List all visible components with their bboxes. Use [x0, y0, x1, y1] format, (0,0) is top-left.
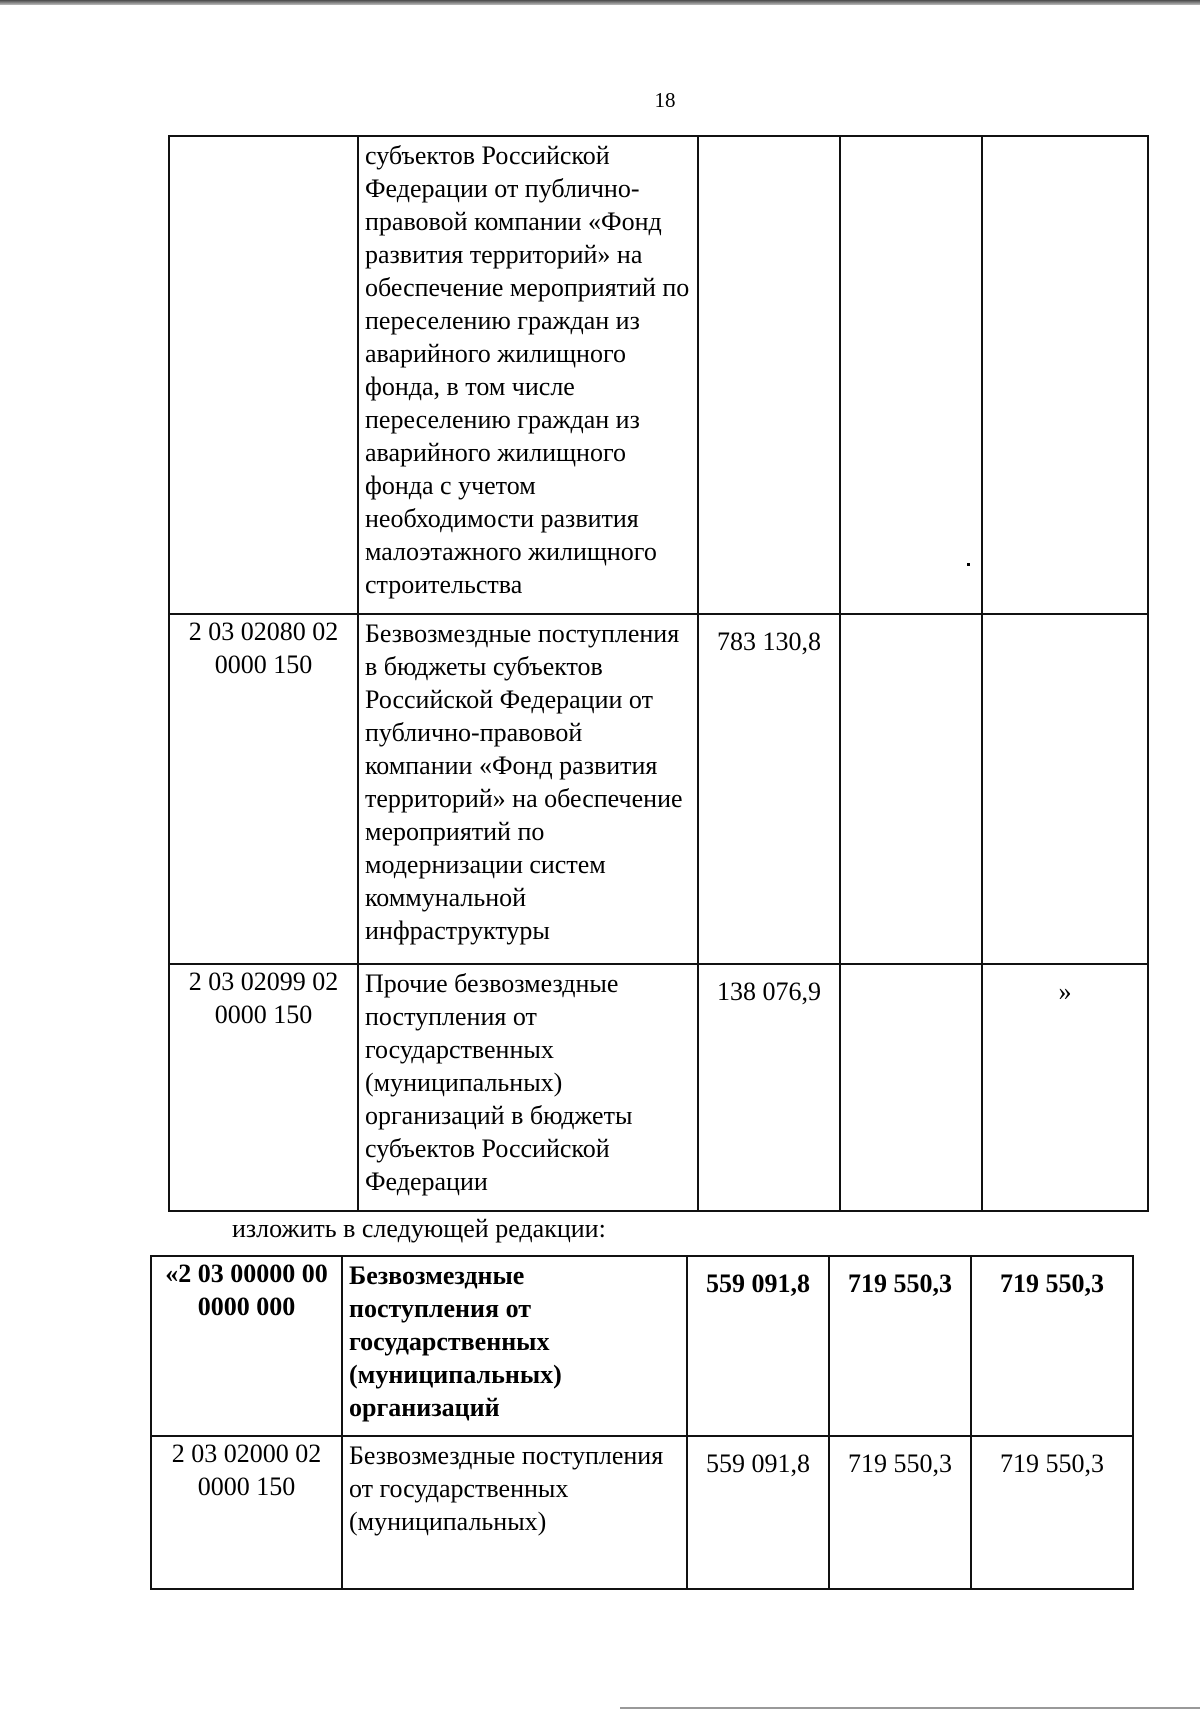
- code-cell: [169, 136, 358, 614]
- table-row: [151, 1256, 1133, 1436]
- value-cell: [840, 136, 982, 614]
- table-row: [151, 1436, 1133, 1589]
- table-previous-wording: [168, 135, 1149, 1212]
- scan-speck: [967, 563, 970, 566]
- value-cell: [840, 964, 982, 1211]
- value-cell: [698, 136, 840, 614]
- description-cell: Безвозмездные поступления от государственных (муниципальных): [342, 1436, 687, 1589]
- table-row: [169, 136, 1148, 614]
- value-cell: [982, 136, 1148, 614]
- value-cell: 559 091,8: [687, 1256, 829, 1436]
- value-cell: 559 091,8: [687, 1436, 829, 1589]
- description-cell: Безвозмездные поступления в бюджеты субъектов Российской Федерации от публично-правовой компании «Фонд развития территорий» на обеспечение мероприятий по модернизации систем коммунальной инфраструктуры: [358, 614, 698, 964]
- value-cell: [840, 614, 982, 964]
- closing-quote-cell: »: [982, 964, 1148, 1211]
- value-cell: 719 550,3: [829, 1256, 971, 1436]
- code-cell: «2 03 00000 00 0000 000: [151, 1256, 342, 1436]
- value-cell: 783 130,8: [698, 614, 840, 964]
- scan-edge-bottom: [620, 1707, 1200, 1709]
- description-cell: Прочие безвозмездные поступления от государственных (муниципальных) организаций в бюджеты субъектов Российской Федерации: [358, 964, 698, 1211]
- amendment-instruction: изложить в следующей редакции:: [232, 1214, 606, 1243]
- table-row: [169, 614, 1148, 964]
- code-cell: 2 03 02080 02 0000 150: [169, 614, 358, 964]
- page-number: 18: [654, 88, 676, 112]
- table-row: [169, 964, 1148, 1211]
- value-cell: 719 550,3: [971, 1256, 1133, 1436]
- description-cell: Безвозмездные поступления от государственных (муниципальных) организаций: [342, 1256, 687, 1436]
- description-cell: субъектов Российской Федерации от публично-правовой компании «Фонд развития территорий» на обеспечение мероприятий по переселению граждан из аварийного жилищного фонда, в том числе переселению граждан из аварийного жилищного фонда с учетом необходимости развития малоэтажного жилищного строительства: [358, 136, 698, 614]
- value-cell: [982, 614, 1148, 964]
- table-new-wording: [150, 1255, 1134, 1590]
- scan-edge-top: [0, 0, 1200, 5]
- value-cell: 719 550,3: [971, 1436, 1133, 1589]
- code-cell: 2 03 02099 02 0000 150: [169, 964, 358, 1211]
- code-cell: 2 03 02000 02 0000 150: [151, 1436, 342, 1589]
- value-cell: 138 076,9: [698, 964, 840, 1211]
- value-cell: 719 550,3: [829, 1436, 971, 1589]
